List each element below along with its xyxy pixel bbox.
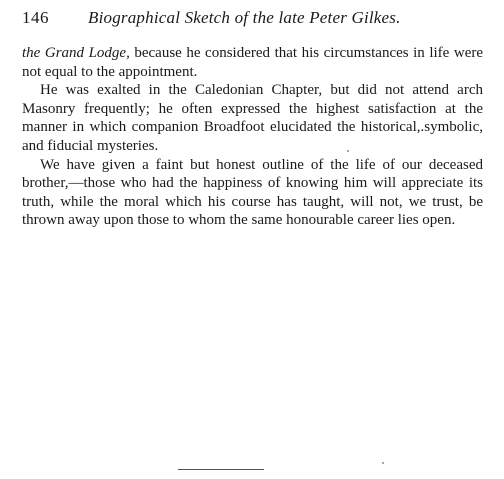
running-title: Biographical Sketch of the late Peter Gilkes. <box>88 8 401 27</box>
page-number: 146 <box>22 8 49 27</box>
paragraph-caledonian-chapter: He was exalted in the Caledonian Chapter, but did not attend arch Masonry frequently; he often expressed the highest satisfaction at the manner in which companion Broadfoot elucidated the historical,.symbolic, and fiducial mysteries. <box>22 82 483 154</box>
paragraph-grand-lodge <box>22 44 483 81</box>
paragraph-grand-lodge-text: because he considered that his circumstances in life were not equal to the appointment. <box>22 45 484 80</box>
paper-speck <box>347 150 349 152</box>
page-header <box>22 6 484 32</box>
grand-lodge-phrase: the Grand Lodge, <box>22 45 130 61</box>
body-text <box>22 44 483 230</box>
paper-speck <box>382 462 384 464</box>
closing-rule <box>178 469 264 470</box>
paragraph-honest-outline: We have given a faint but honest outline of the life of our deceased brother,—those who had the happiness of knowing him will appreciate its truth, while the moral which his course has taught, will not, we trust, be thrown away upon those to whom the same honourable career lies open. <box>22 156 483 229</box>
